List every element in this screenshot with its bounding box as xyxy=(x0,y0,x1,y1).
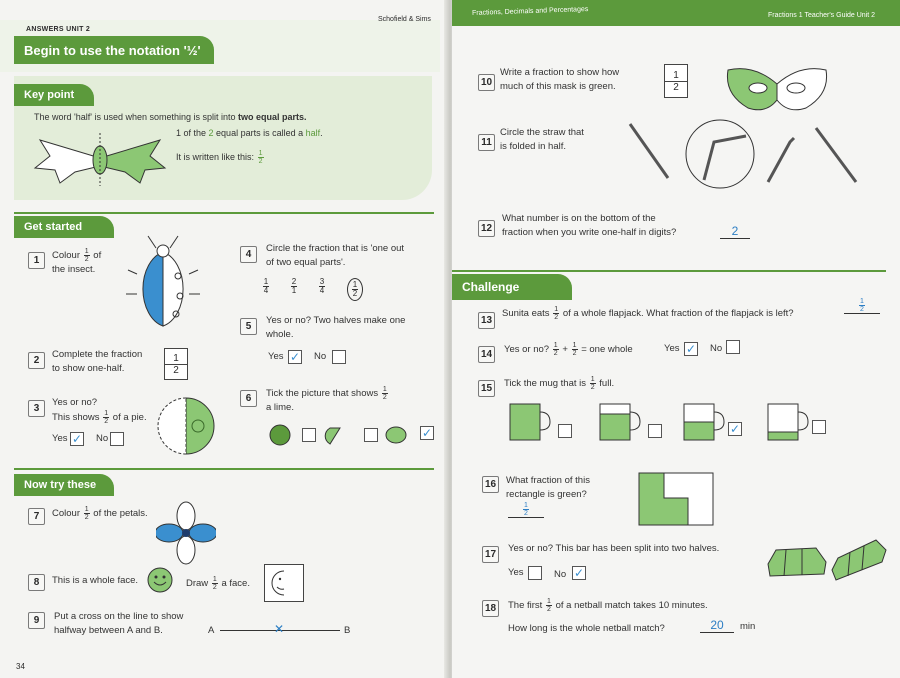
q15-number: 15 xyxy=(478,380,495,397)
key-point-line2: 1 of the 2 equal parts is called a half. xyxy=(176,128,323,138)
q12-number: 12 xyxy=(478,220,495,237)
q8-text: This is a whole face. xyxy=(52,575,139,586)
key-point-label: Key point xyxy=(14,84,94,106)
q3-no-label: No xyxy=(96,433,109,444)
q13-answer[interactable]: $\frac{1}{2}$ xyxy=(844,298,880,314)
challenge-label: Challenge xyxy=(452,274,572,300)
divider xyxy=(14,468,434,470)
bat-image xyxy=(30,128,170,188)
q18-unit: min xyxy=(740,621,756,632)
q5-no-label: No xyxy=(314,351,327,362)
q16-answer[interactable]: $\frac{1}{2}$ xyxy=(508,502,544,518)
q7-text: Colour $\frac{1}{2}$ of the petals. xyxy=(52,506,148,521)
key-point-line3: It is written like this: $\frac{1}{2}$ xyxy=(176,150,263,166)
q3-yes-checkbox[interactable]: ✓ xyxy=(71,432,83,446)
q4-option[interactable]: $\frac{3}{4}$ xyxy=(319,277,325,295)
q15-checkbox-3[interactable]: ✓ xyxy=(729,422,741,436)
q17-number: 17 xyxy=(482,546,499,563)
header-publisher: Schofield & Sims xyxy=(378,16,431,23)
q1-number: 1 xyxy=(28,252,45,269)
half-face-icon xyxy=(265,565,303,601)
now-try-label: Now try these xyxy=(14,474,114,496)
q4-option-circled[interactable]: $\frac{1}{2}$ xyxy=(347,278,363,301)
q10-fraction-box[interactable]: 1 2 xyxy=(664,64,688,98)
q15-checkbox-2[interactable] xyxy=(648,424,662,438)
q9-text: Put a cross on the line to show halfway between A and B. xyxy=(54,611,184,636)
q17-no-checkbox[interactable]: ✓ xyxy=(573,566,585,580)
q4-text: Circle the fraction that is 'one out of two equal parts'. xyxy=(266,243,405,268)
q18-answer[interactable]: 20 xyxy=(700,618,734,633)
q15-checkbox-4[interactable] xyxy=(812,420,826,434)
header-guide: Fractions 1 Teacher's Guide Unit 2 xyxy=(768,12,876,19)
q16-text: What fraction of this rectangle is green? xyxy=(506,475,590,500)
q17-yes-checkbox[interactable] xyxy=(528,566,542,580)
q5-yes-label: Yes xyxy=(268,351,284,362)
q6-text: Tick the picture that shows $\frac{1}{2}$ a lime. xyxy=(266,386,387,414)
q5-yes-checkbox[interactable]: ✓ xyxy=(289,350,301,364)
q6-number: 6 xyxy=(240,390,257,407)
q17-no-label: No xyxy=(554,569,567,580)
q4-option[interactable]: $\frac{2}{1}$ xyxy=(291,277,297,295)
q2-fraction-box[interactable]: 1 2 xyxy=(164,348,188,380)
q2-text: Complete the fraction to show one-half. xyxy=(52,349,143,374)
right-page xyxy=(452,0,900,678)
smiley-face-icon xyxy=(146,566,174,594)
q3-yes-label: Yes xyxy=(52,433,68,444)
q11-text: Circle the straw that is folded in half. xyxy=(500,127,584,152)
q9-point-b: B xyxy=(344,625,351,636)
q15-checkbox-1[interactable] xyxy=(558,424,572,438)
left-page xyxy=(0,0,448,678)
page-title: Begin to use the notation '½' xyxy=(14,36,214,64)
q14-yes-checkbox[interactable]: ✓ xyxy=(685,342,697,356)
q12-answer[interactable]: 2 xyxy=(720,224,750,239)
q17-text: Yes or no? This bar has been split into two halves. xyxy=(508,543,720,554)
q1-text: Colour $\frac{1}{2}$ of the insect. xyxy=(52,248,102,276)
q14-text: Yes or no? $\frac{1}{2}$ + $\frac{1}{2}$ = one whole xyxy=(504,342,633,357)
q10-text: Write a fraction to show how much of this mask is green. xyxy=(500,67,620,92)
q12-text: What number is on the bottom of the fraction when you write one-half in digits? xyxy=(502,213,677,238)
q5-text: Yes or no? Two halves make one whole. xyxy=(266,315,406,340)
q18-text: The first $\frac{1}{2}$ of a netball match takes 10 minutes. xyxy=(508,598,708,613)
q6-checkbox-2[interactable] xyxy=(364,428,378,442)
q9-point-a: A xyxy=(208,625,215,636)
q18-question: How long is the whole netball match? xyxy=(508,623,665,634)
pie-image xyxy=(156,394,216,458)
divider xyxy=(452,270,886,272)
q14-number: 14 xyxy=(478,346,495,363)
q17-yes-label: Yes xyxy=(508,567,524,578)
key-point-line1: The word 'half' is used when something is split into two equal parts. xyxy=(34,112,307,122)
q11-number: 11 xyxy=(478,134,495,151)
q3-number: 3 xyxy=(28,400,45,417)
q14-yes-label: Yes xyxy=(664,343,680,354)
header-unit: ANSWERS UNIT 2 xyxy=(26,26,91,33)
q5-no-checkbox[interactable] xyxy=(332,350,346,364)
q13-text: Sunita eats $\frac{1}{2}$ of a whole flapjack. What fraction of the flapjack is left? xyxy=(502,306,794,321)
mask-image xyxy=(724,64,830,116)
q3-text: Yes or no? This shows $\frac{1}{2}$ of a pie. xyxy=(52,397,147,425)
insect-image[interactable] xyxy=(126,234,200,330)
q3-no-checkbox[interactable] xyxy=(110,432,124,446)
q6-checkbox-1[interactable] xyxy=(302,428,316,442)
flower-image[interactable] xyxy=(156,500,216,566)
q15-text: Tick the mug that is $\frac{1}{2}$ full. xyxy=(504,376,615,391)
chocolate-bars-image xyxy=(764,536,890,584)
rectangle-image xyxy=(638,472,714,526)
q4-number: 4 xyxy=(240,246,257,263)
q2-number: 2 xyxy=(28,352,45,369)
straws-image xyxy=(620,118,860,190)
q4-option[interactable]: $\frac{1}{4}$ xyxy=(263,277,269,295)
get-started-label: Get started xyxy=(14,216,114,238)
q8-draw-box[interactable] xyxy=(264,564,304,602)
q14-no-checkbox[interactable] xyxy=(726,340,740,354)
mugs-image xyxy=(508,398,828,446)
q9-cross-mark: ✕ xyxy=(274,622,285,636)
q7-number: 7 xyxy=(28,508,45,525)
q18-number: 18 xyxy=(482,600,499,617)
q13-number: 13 xyxy=(478,312,495,329)
q9-number: 9 xyxy=(28,612,45,629)
page-number: 34 xyxy=(16,662,25,671)
q6-checkbox-3[interactable]: ✓ xyxy=(421,426,433,440)
q4-options xyxy=(262,278,364,301)
q8-draw-text: Draw $\frac{1}{2}$ a face. xyxy=(186,576,250,591)
q5-number: 5 xyxy=(240,318,257,335)
q10-number: 10 xyxy=(478,74,495,91)
q8-number: 8 xyxy=(28,574,45,591)
divider xyxy=(14,212,434,214)
header-series: Fractions, Decimals and Percentages xyxy=(471,5,589,18)
q14-no-label: No xyxy=(710,343,723,354)
q16-number: 16 xyxy=(482,476,499,493)
lime-options xyxy=(268,424,438,446)
